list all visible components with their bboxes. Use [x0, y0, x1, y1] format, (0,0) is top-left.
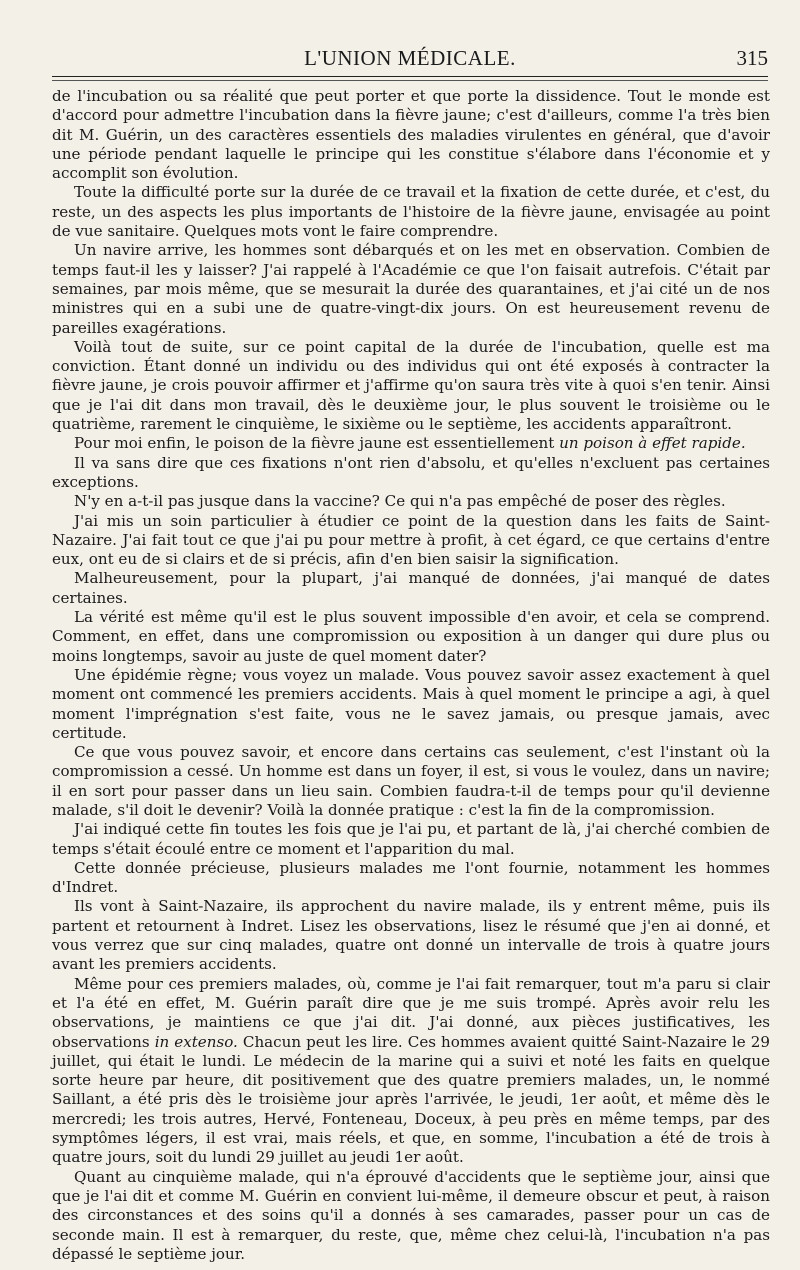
paragraph-text: Chacun peut les lire. Ces hommes avaient quitté Saint-Nazaire le 29 juillet, qui était le lundi. Le médecin de la marine qui a suivi et noté les faits en quelque sorte heure par heure, dit positivement que des quatre premiers malades, un, le nommé Saillant, a été pris dès le troisième jour après l'arrivée, le jeudi,: [52, 1032, 770, 1109]
paragraph-text: août.: [425, 1148, 464, 1167]
paragraph: Cette donnée précieuse, plusieurs malades me l'ont fournie, notamment les hommes d'Indret.: [52, 858, 770, 897]
paragraph: J'ai mis un soin particulier à étudier ce point de la question dans les faits de Saint-Nazaire. J'ai fait tout ce que j'ai pu pour mettre à profit, à cet égard, ce que certains d'entre eux, ont eu de si clairs et de si précis, afin d'en bien saisir la signification.: [52, 511, 770, 569]
date-ordinal: 1er: [569, 1090, 596, 1109]
paragraph: Ce que vous pouvez savoir, et encore dans certains cas seulement, c'est l'instant où la compromission a cessé. Un homme est dans un foyer, il est, si vous le voulez, dans un navire; il en sort pour passer dans un lieu sain. Combien faudra-t-il de temps pour qu'il devienne malade, s'il doit le devenir? Voilà la donnée pratique : c'est la fin de la compromission.: [52, 743, 770, 819]
date-ordinal: 1er: [394, 1148, 421, 1167]
italic-phrase: in extenso.: [154, 1032, 238, 1051]
paragraph-text: Pour moi enfin, le poison de la fièvre jaune est essentiellement: [74, 434, 555, 453]
paragraph-text: Même pour ces premiers malades, où, comme je l'ai fait remarquer, tout m'a paru si clair et l'a été en effet, M. Guérin paraît dire que je me suis trompé. Après avoir relu les observations, je maintiens ce que j'ai dit. J'ai donné, aux pièces justificatives, les observations: [52, 974, 770, 1051]
paragraph: N'y en a-t-il pas jusque dans la vaccine? Ce qui n'a pas empêché de poser des règles.: [74, 492, 726, 511]
paragraph: de l'incubation ou sa réalité que peut porter et que porte la dissidence. Tout le monde est d'accord pour admettre l'incubation dans la fièvre jaune; c'est d'ailleurs, comme l'a très bien dit M. Guérin, un des caractères essentiels des maladies virulentes en général, que d'avoir une période pendant laquelle le principe qui les constitue s'élabore dans l'économie et y accomplit son évolution.: [52, 87, 770, 183]
paragraph: Toute la difficulté porte sur la durée de ce travail et la fixation de cette durée, et c'est, du reste, un des aspects les plus importants de l'histoire de la fièvre jaune, envisagée au point de vue sanitaire. Quelques mots vont le faire comprendre.: [52, 183, 770, 241]
paragraph: Il va sans dire que ces fixations n'ont rien d'absolu, et qu'elles n'excluent pas certaines exceptions.: [52, 453, 770, 491]
italic-phrase: un poison à effet rapide.: [559, 434, 746, 453]
paragraph: La vérité est même qu'il est le plus souvent impossible d'en avoir, et cela se comprend. Comment, en effet, dans une compromission ou exposition à un danger qui dure plus ou moins longtemps, savoir au juste de quel moment dater?: [52, 608, 770, 665]
paragraph: [52, 434, 770, 453]
journal-title: L'UNION MÉDICALE.: [304, 46, 516, 70]
paragraph: Un navire arrive, les hommes sont débarqués et on les met en observation. Combien de temps faut-il les y laisser? J'ai rappelé à l'Académie ce que l'on faisait autrefois. C'était par semaines, par mois même, que se mesurait la durée des quarantaines, et j'ai cité un de nos ministres qui en a subi une de quatre-vingt-dix jours. On est heureusement revenu de pareilles exagérations.: [52, 241, 770, 337]
paragraph: Ils vont à Saint-Nazaire, ils approchent du navire malade, ils y entrent même, puis ils partent et retournent à Indret. Lisez les observations, lisez le résumé que j'en ai donné, et vous verrez que sur cinq malades, quatre ont donné un intervalle de trois à quatre jours avant les premiers accidents.: [52, 897, 770, 974]
paragraph: Une épidémie règne; vous voyez un malade. Vous pouvez savoir assez exactement à quel moment ont commencé les premiers accidents. Mais à quel moment le principe a agi, à quel moment l'imprégnation s'est faite, vous ne le savez jamais, ou presque jamais, avec certitude.: [52, 665, 770, 742]
paragraph: [52, 975, 770, 1168]
running-header: [52, 46, 768, 77]
paragraph: J'ai indiqué cette fin toutes les fois que je l'ai pu, et partant de là, j'ai cherché combien de temps s'était écoulé entre ce moment et l'apparition du mal.: [52, 820, 770, 858]
page-number: 315: [736, 46, 768, 70]
paragraph-text: août, et même dès le mercredi; les trois autres, Hervé, Fonteneau, Doceux, à peu près en même temps, par des symptômes légers, il est vrai, mais réels, et que, en somme, l'incubation a été de trois à quatre jours, soit du lundi 29 juillet au jeudi: [52, 1090, 770, 1167]
paragraph: Voilà tout de suite, sur ce point capital de la durée de l'incubation, quelle est ma conviction. Étant donné un individu ou des individus qui ont été exposés à contracter la fièvre jaune, je crois pouvoir affirmer et j'affirme qu'on saura très vite à quoi s'en tenir. Ainsi que je l'ai dit dans mon travail, dès le deuxième jour, le plus souvent le troisième ou le quatrième, rarement le cinquième, le sixième ou le septième, les accidents apparaîtront.: [52, 337, 770, 434]
paragraph: Malheureusement, pour la plupart, j'ai manqué de données, j'ai manqué de dates certaines.: [52, 569, 770, 607]
paragraph: Quant au cinquième malade, qui n'a éprouvé d'accidents que le septième jour, ainsi que que je l'ai dit et comme M. Guérin en convient lui-même, il demeure obscur et peut, à raison des circonstances et des soins qu'il a donnés à ses camarades, passer pour un cas de seconde main. Il est à remarquer, du reste, que, même chez celui-là, l'incubation n'a pas dépassé le septième jour.: [52, 1167, 770, 1263]
header-rule: [52, 80, 768, 81]
article-body: [52, 87, 770, 1264]
